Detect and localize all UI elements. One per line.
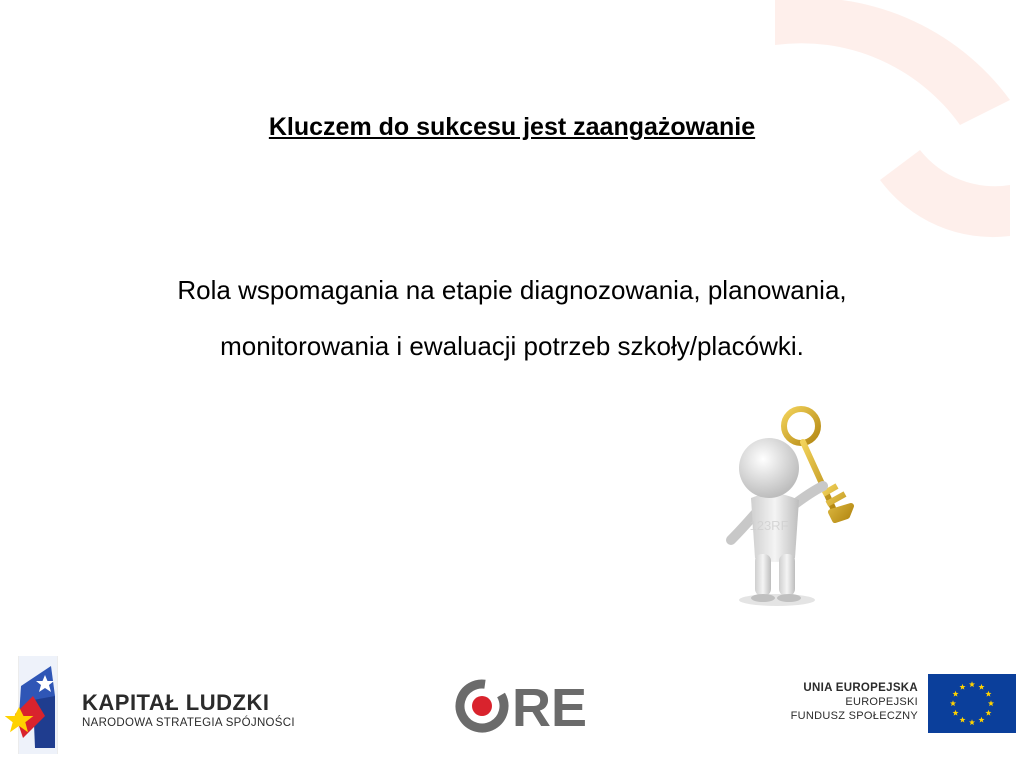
footer (0, 650, 1024, 768)
ore-logo-text: RE (512, 678, 588, 738)
eu-line-2: EUROPEJSKI (845, 696, 918, 708)
ore-logo (452, 674, 597, 738)
kapital-ludzki-subtitle: NARODOWA STRATEGIA SPÓJNOŚCI (82, 717, 295, 729)
body-line: Rola wspomagania na etapie diagnozowania, planowania, (177, 275, 847, 305)
slide-body (0, 262, 1024, 374)
eu-flag-icon (928, 674, 1016, 733)
eu-line-1: UNIA EUROPEJSKA (803, 682, 918, 694)
slide-title: Kluczem do sukcesu jest zaangażowanie (268, 113, 756, 141)
kapital-ludzki-logo-icon (5, 656, 60, 754)
kapital-ludzki-title: KAPITAŁ LUDZKI (82, 690, 270, 715)
body-line: monitorowania i ewaluacji potrzeb szkoły/placówki. (220, 331, 804, 361)
eu-fund-text (791, 682, 918, 722)
watermark-text: 123RF (749, 518, 789, 533)
eu-line-3: FUNDUSZ SPOŁECZNY (790, 710, 918, 722)
person-holding-key-icon (705, 390, 865, 615)
